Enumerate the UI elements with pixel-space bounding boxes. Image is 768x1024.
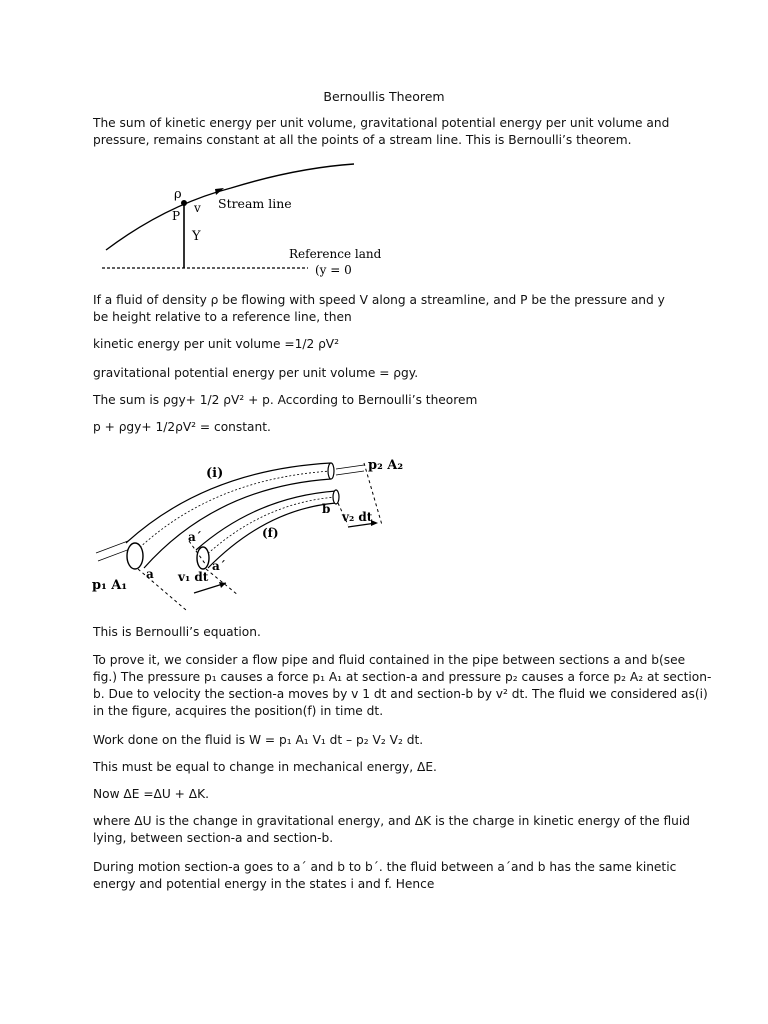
pe-line: gravitational potential energy per unit volume = ρgy. [93,366,419,380]
tube-i-upper [126,463,331,543]
a-label: a [146,567,154,581]
rho-label: ρ [174,187,182,202]
work-line: Work done on the fluid is W = p₁ A₁ V₁ dt – p₂ V₂ V₂ dt. [93,733,424,747]
p1a1-label: p₁ A₁ [92,578,128,593]
intro-paragraph: The sum of kinetic energy per unit volume, gravitational potential energy per unit volume and pressure, remains constant at all the points of a stream line. This is Bernoulli’s theorem. [93,116,670,147]
v1dt-label: v₁ dt [178,570,209,584]
i-label: (i) [206,466,224,481]
proof-line-4: in the figure, acquires the position(f) in time dt. [93,704,384,718]
where-line-1: where ΔU is the change in gravitational energy, and ΔK is the charge in kinetic energy of the fluid [93,814,691,828]
section-a-ellipse [127,543,143,569]
b-label: b [322,502,331,516]
section-b-prime-ellipse [328,463,334,479]
proof-line-2: fig.) The pressure p₁ causes a force p₁ A₁ at section-a and pressure p₂ causes a force p₂ A₂ at section- [93,670,712,684]
proof-line-1: To prove it, we consider a flow pipe and fluid contained in the pipe between sections a and b(see [93,653,686,667]
constant-line: p + ρgy+ 1/2ρV² = constant. [93,420,271,434]
section-b-ellipse [333,490,339,504]
stream-arrow [215,188,224,195]
page-title: Bernoullis Theorem [323,89,445,104]
a-prime-label-1: a´ [188,530,202,544]
y-zero-label: (y = 0 [315,263,352,277]
reference-label: Reference land [289,247,382,261]
flow-tube-figure [86,445,416,615]
equation-line: This is Bernoulli’s equation. [93,625,261,639]
section-a-prime-ellipse [197,547,209,569]
sum-line: The sum is ρgy+ 1/2 ρV² + p. According to Bernoulli’s theorem [93,393,478,407]
f-label: (f) [262,526,279,540]
during-line-1: During motion section-a goes to a´ and b to b´. the fluid between a´and b has the same kinetic [93,860,677,874]
p-label: P [172,209,181,223]
where-line-2: lying, between section-a and section-b. [93,831,334,845]
density-paragraph: If a fluid of density ρ be flowing with speed V along a streamline, and P be the pressure and y be height relative to a reference line, then [93,293,665,324]
mechanical-line: This must be equal to change in mechanical energy, ΔE. [93,760,437,774]
stream-line-label: Stream line [218,196,292,211]
a-prime-label-2: a´ [212,559,226,573]
during-line-2: energy and potential energy in the states i and f. Hence [93,877,435,891]
y-label: Y [192,229,201,244]
tube-i-lower [144,479,331,568]
v-label: v [194,201,201,215]
p2a2-label: p₂ A₂ [368,458,404,473]
proof-line-3: b. Due to velocity the section-a moves by v 1 dt and section-b by v² dt. The fluid we considered as(i) [93,687,708,701]
v2dt-label: v₂ dt [342,510,373,524]
streamline-figure [96,150,396,280]
now-line: Now ΔE =ΔU + ΔK. [93,787,209,801]
ke-line: kinetic energy per unit volume =1/2 ρV² [93,337,340,351]
